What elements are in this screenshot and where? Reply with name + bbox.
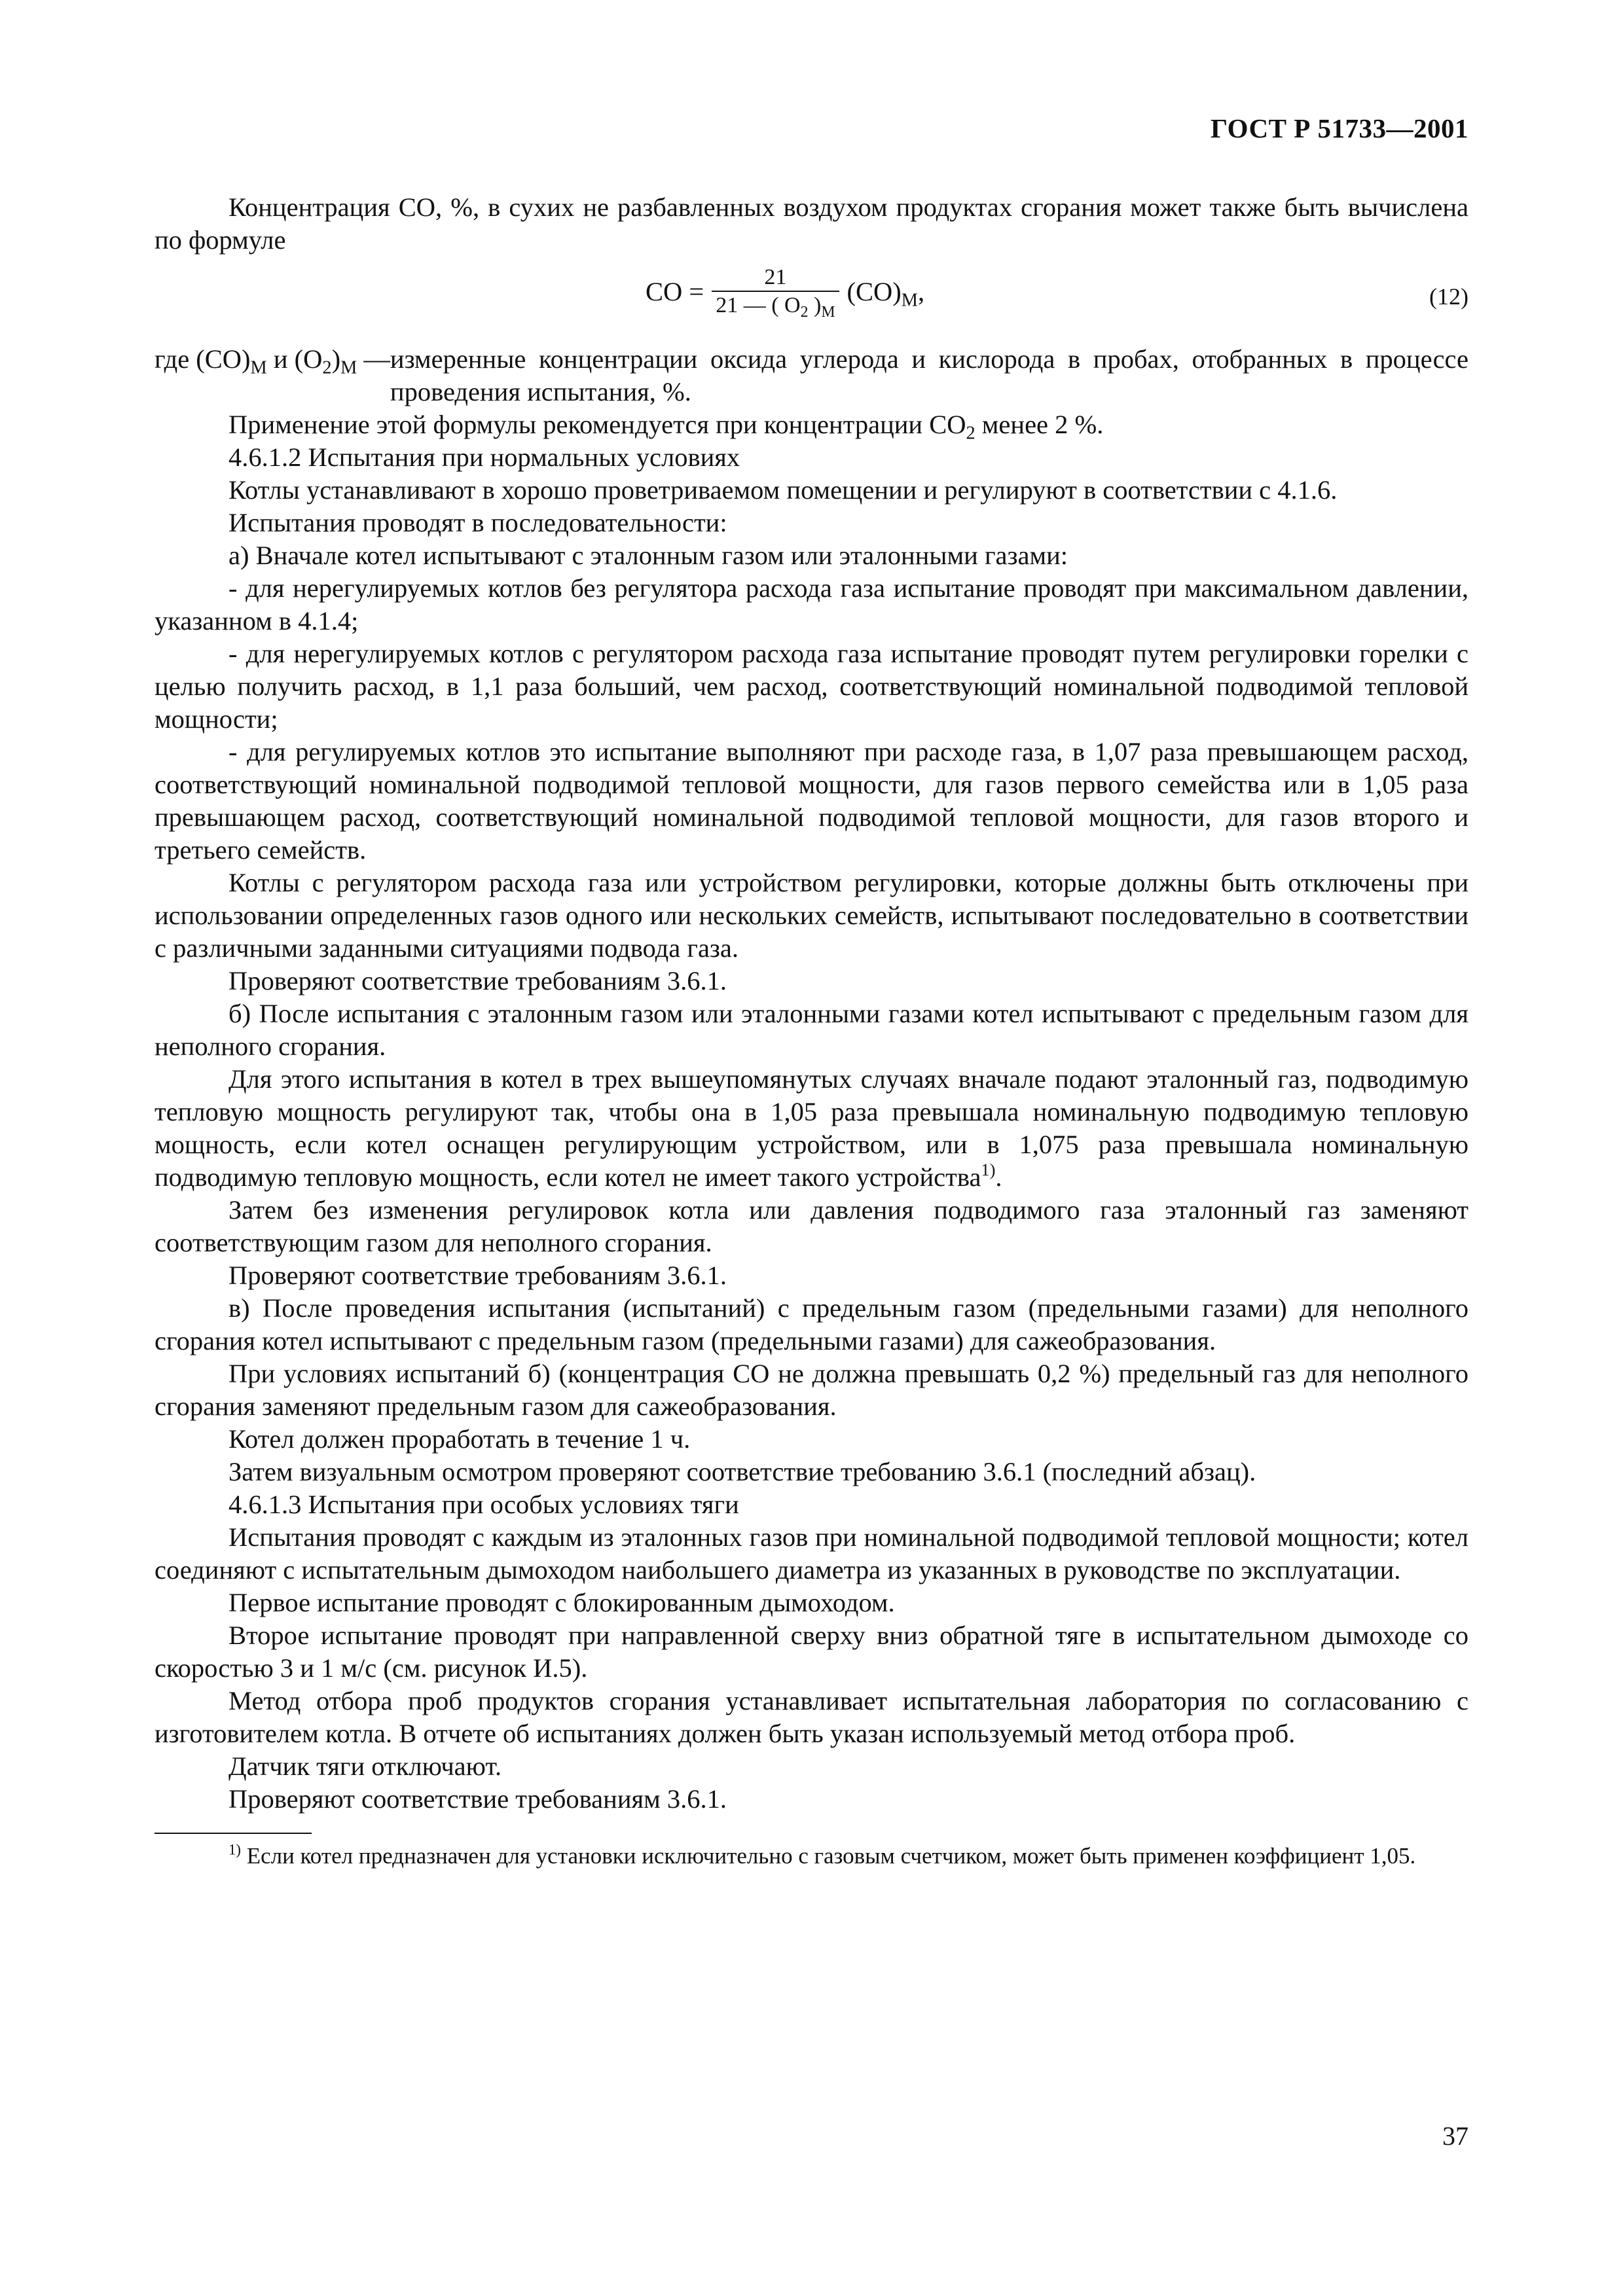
factor-text: (СО)	[847, 277, 902, 306]
page-content	[155, 191, 1468, 1871]
paragraph: Датчик тяги отключают.	[228, 1751, 502, 1781]
denominator-sub: 2	[800, 304, 809, 321]
where-t2: и (О	[266, 344, 323, 374]
where-s1: М	[250, 357, 267, 378]
list-item-a: а) Вначале котел испытывают с эталонным газом или эталонными газами:	[228, 541, 1068, 570]
formula-factor	[847, 276, 925, 311]
factor-sub: М	[901, 290, 918, 311]
footnote	[155, 1840, 1468, 1871]
where-s2: 2	[322, 357, 332, 378]
where-description: измеренные концентрации оксида углерода и кислорода в пробах, отобранных в процессе проведения испытания, %.	[390, 344, 1468, 406]
standard-header: ГОСТ Р 51733—2001	[1211, 113, 1468, 143]
where-t1: где (СО)	[155, 344, 251, 374]
paragraph: Испытания проводят с каждым из эталонных газов при номинальной подводимой тепловой мощности; котел соединяют с испытательным дымоходом наибольшего диаметра из указанных в руководстве по эксплуатации.	[155, 1522, 1468, 1585]
footnote-ref: 1)	[981, 1160, 996, 1180]
paragraph: Проверяют соответствие требованиям 3.6.1.	[228, 1261, 727, 1290]
list-item: - для нерегулируемых котлов без регулятора расхода газа испытание проводят при максимальном давлении, указанном в 4.1.4;	[155, 573, 1468, 636]
paragraph: Затем визуальным осмотром проверяют соответствие требованию 3.6.1 (последний абзац).	[228, 1457, 1256, 1486]
formula-fraction	[712, 264, 839, 319]
paragraph: Котлы с регулятором расхода газа или устройством регулировки, которые должны быть отключены при использовании определенных газов одного или нескольких семейств, испытывают последовательно в соответствии с различными заданными ситуациями подвода газа.	[155, 868, 1468, 963]
footnote-mark: 1)	[228, 1841, 241, 1858]
paragraph-text: Для этого испытания в котел в трех вышеупомянутых случаях вначале подают эталонный газ, подводимую тепловую мощность регулируют так, чтобы она в 1,05 раза превышала номинальную подводимую тепловую мощность, если котел оснащен регулирующим устройством, или в 1,075 раза превышала номинальную подводимую тепловую мощность, если котел не имеет такого устройства	[155, 1064, 1468, 1192]
paragraph: Затем без изменения регулировок котла или давления подводимого газа эталонный газ заменяют соответствующим газом для неполного сгорания.	[155, 1195, 1468, 1257]
recommend-sub: 2	[966, 423, 976, 444]
factor-end: ,	[917, 277, 925, 306]
formula-lhs: СО =	[646, 277, 704, 306]
formula-denominator	[712, 291, 839, 319]
page-number: 37	[1442, 2121, 1468, 2151]
footnote-text: Если котел предназначен для установки исключительно с газовым счетчиком, может быть применен коэффициент 1,05.	[240, 1843, 1416, 1869]
paragraph: Проверяют соответствие требованиям 3.6.1.	[228, 966, 727, 996]
recommend-text: Применение этой формулы рекомендуется при концентрации СО	[228, 410, 966, 439]
where-s3: М	[340, 357, 357, 378]
denominator-sub2: М	[821, 304, 835, 321]
where-t3: )	[331, 344, 341, 374]
formula-12	[155, 260, 1468, 338]
paragraph: Второе испытание проводят при направленной сверху вниз обратной тяге в испытательном дымоходе со скоростью 3 и 1 м/с (см. рисунок И.5).	[155, 1621, 1468, 1683]
section-heading-4-6-1-2: 4.6.1.2 Испытания при нормальных условиях	[228, 442, 740, 472]
paragraph: Котлы устанавливают в хорошо проветриваемом помещении и регулируют в соответствии с 4.1.6.	[228, 475, 1338, 505]
intro-paragraph: Концентрация СО, %, в сухих не разбавленных воздухом продуктах сгорания может также быть вычислена по формуле	[155, 192, 1468, 255]
list-item: - для нерегулируемых котлов с регулятором расхода газа испытание проводят путем регулировки горелки с целью получить расход, в 1,1 раза больший, чем расход, соответствующий номинальной подводимой тепловой мощности;	[155, 639, 1468, 734]
paragraph-end: .	[995, 1162, 1002, 1192]
where-symbols	[155, 343, 390, 408]
denominator-mid: )	[808, 293, 822, 317]
paragraph: Первое испытание проводят с блокированным дымоходом.	[228, 1588, 895, 1617]
paragraph: Проверяют соответствие требованиям 3.6.1.	[228, 1784, 727, 1814]
paragraph: Испытания проводят в последовательности:	[228, 508, 727, 537]
denominator-text: 21 — ( О	[716, 293, 801, 317]
paragraph: Котел должен проработать в течение 1 ч.	[228, 1424, 691, 1454]
equation-number: (12)	[1429, 283, 1468, 310]
list-item-b: б) После испытания с эталонным газом или эталонными газами котел испытывают с предельным газом для неполного сгорания.	[155, 999, 1468, 1061]
recommend-end: менее 2 %.	[975, 410, 1104, 439]
list-item: - для регулируемых котлов это испытание выполняют при расходе газа, в 1,07 раза превышающем расход, соответствующий номинальной подводимой тепловой мощности, для газов первого семейства или в 1,05 раза превышающем расход, соответствующий номинальной подводимой тепловой мощности, для газов второго и третьего семейств.	[155, 737, 1468, 865]
section-heading-4-6-1-3: 4.6.1.3 Испытания при особых условиях тяги	[228, 1490, 739, 1519]
list-item-v: в) После проведения испытания (испытаний) с предельным газом (предельными газами) для неполного сгорания котел испытывают с предельным газом (предельными газами) для сажеобразования.	[155, 1293, 1468, 1355]
paragraph: Метод отбора проб продуктов сгорания устанавливает испытательная лаборатория по согласованию с изготовителем котла. В отчете об испытаниях должен быть указан используемый метод отбора проб.	[155, 1686, 1468, 1748]
recommend-paragraph	[155, 408, 1468, 444]
where-clause	[155, 343, 1468, 408]
where-dash: —	[357, 344, 390, 374]
formula-body	[646, 264, 924, 319]
paragraph: При условиях испытаний б) (концентрация СО не должна превышать 0,2 %) предельный газ для неполного сгорания заменяют предельным газом для сажеобразования.	[155, 1359, 1468, 1421]
formula-numerator: 21	[764, 265, 787, 289]
paragraph	[155, 1063, 1468, 1194]
footnote-divider	[155, 1833, 312, 1834]
